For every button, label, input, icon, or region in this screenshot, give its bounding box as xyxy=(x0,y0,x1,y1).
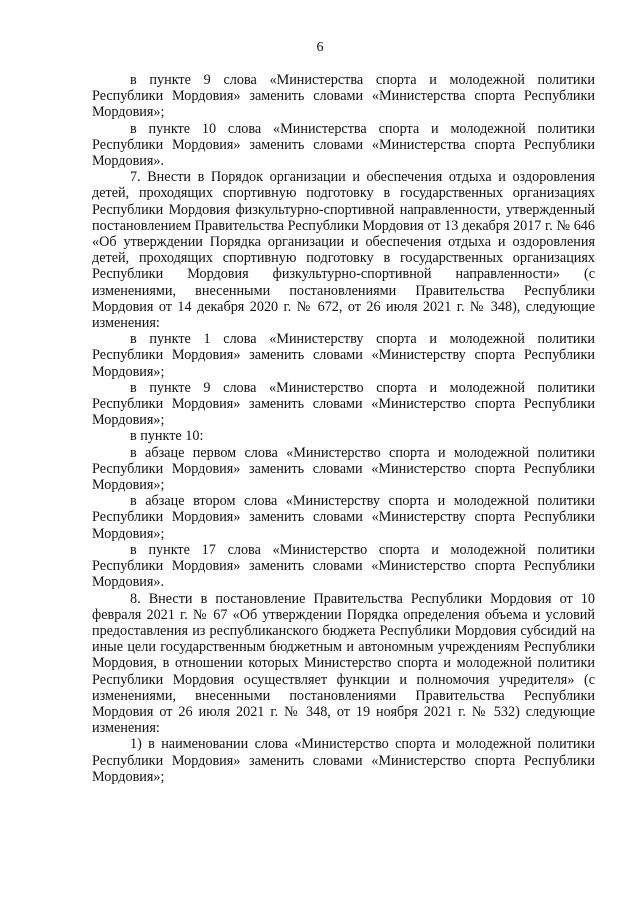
paragraph: в абзаце втором слова «Министерству спорта и молодежной политики Республики Мордовия» заменить словами «Министерству спорта Республики Мордовия»; xyxy=(92,493,595,542)
paragraph: в абзаце первом слова «Министерство спорта и молодежной политики Республики Мордовия» заменить словами «Министерство спорта Республики Мордовия»; xyxy=(92,444,595,494)
paragraph: в пункте 10: xyxy=(130,428,204,445)
paragraph: 7. Внести в Порядок организации и обеспечения отдыха и оздоровления детей, проходящих спортивную подготовку в государственных организациях Республики Мордовия физкультурно-спортивной направленности, утвержденный постановлением Правительства Республики Мордовия от 13 декабря 2017 г. № 646 «Об утверждении Порядка организации и обеспечения отдыха и оздоровления детей, проходящих спортивную подготовку в государственных организациях Республики Мордовия физкультурно-спортивной направленности» (с изменениями, внесенными постановлениями Правительства Республики Мордовия от 14 декабря 2020 г. № 672, от 26 июля 2021 г. № 348), следующие изменения: xyxy=(92,169,595,332)
paragraph: в пункте 10 слова «Министерства спорта и молодежной политики Республики Мордовия» заменить словами «Министерства спорта Республики Мордовия». xyxy=(92,120,595,170)
paragraph: в пункте 17 слова «Министерство спорта и молодежной политики Республики Мордовия» заменить словами «Министерство спорта Республики Мордовия». xyxy=(92,541,595,591)
paragraph: 1) в наименовании слова «Министерство спорта и молодежной политики Республики Мордовия» заменить словами «Министерство спорта Республики Мордовия»; xyxy=(92,736,595,785)
paragraph: в пункте 9 слова «Министерства спорта и молодежной политики Республики Мордовия» заменить словами «Министерства спорта Республики Мордовия»; xyxy=(92,72,595,121)
document-body xyxy=(92,72,595,785)
paragraph: 8. Внести в постановление Правительства Республики Мордовия от 10 февраля 2021 г. № 67 «Об утверждении Порядка определения объема и условий предоставления из республиканского бюджета Республики Мордовия субсидий на иные цели государственным бюджетным и автономным учреждениям Республики Мордовия, в отношении которых Министерство спорта и молодежной политики Республики Мордовия осуществляет функции и полномочия учредителя» (с изменениями, внесенными постановлениями Правительства Республики Мордовия от 26 июля 2021 г. № 348, от 19 ноября 2021 г. № 532) следующие изменения: xyxy=(92,590,595,737)
paragraph: в пункте 1 слова «Министерству спорта и молодежной политики Республики Мордовия» заменить словами «Министерству спорта Республики Мордовия»; xyxy=(92,331,595,380)
page-number: 6 xyxy=(316,40,324,55)
paragraph: в пункте 9 слова «Министерство спорта и молодежной политики Республики Мордовия» заменить словами «Министерство спорта Республики Мордовия»; xyxy=(92,379,595,429)
